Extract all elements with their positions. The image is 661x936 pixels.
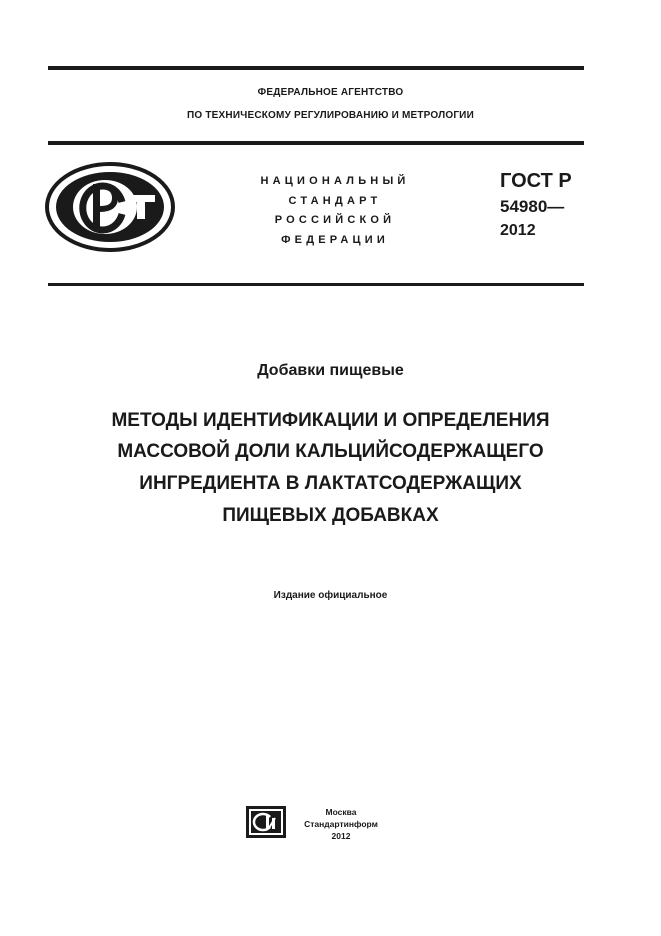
- gost-year: 2012: [500, 222, 536, 239]
- rst-emblem-icon: [45, 162, 175, 252]
- national-standard-line-4: ФЕДЕРАЦИИ: [281, 234, 389, 246]
- edition-label: Издание официальное: [273, 590, 388, 601]
- document-title-line-3: ИНГРЕДИЕНТА В ЛАКТАТСОДЕРЖАЩИХ: [139, 473, 522, 494]
- national-standard-line-1: НАЦИОНАЛЬНЫЙ: [260, 175, 410, 187]
- document-title-line-2: МАССОВОЙ ДОЛИ КАЛЬЦИЙСОДЕРЖАЩЕГО: [117, 441, 544, 462]
- top-rule: [48, 66, 584, 70]
- emblem-rule: [48, 283, 584, 286]
- header-rule: [48, 141, 584, 145]
- agency-line-2: ПО ТЕХНИЧЕСКОМУ РЕГУЛИРОВАНИЮ И МЕТРОЛОГИИ: [187, 110, 474, 121]
- gost-prefix: ГОСТ Р: [500, 170, 572, 192]
- national-standard-line-2: СТАНДАРТ: [288, 195, 382, 207]
- agency-line-1: ФЕДЕРАЛЬНОЕ АГЕНТСТВО: [257, 87, 404, 98]
- document-title-line-1: МЕТОДЫ ИДЕНТИФИКАЦИИ И ОПРЕДЕЛЕНИЯ: [111, 410, 550, 431]
- publisher-city: Москва: [325, 807, 357, 817]
- national-standard-line-3: РОССИЙСКОЙ: [274, 214, 396, 226]
- document-title-line-4: ПИЩЕВЫХ ДОБАВКАХ: [222, 505, 439, 526]
- publisher-year: 2012: [331, 831, 351, 841]
- document-subtitle: Добавки пищевые: [257, 362, 404, 379]
- gost-number: 54980—: [500, 197, 565, 216]
- standartinform-logo-icon: [246, 806, 286, 838]
- publisher-name: Стандартинформ: [304, 819, 378, 829]
